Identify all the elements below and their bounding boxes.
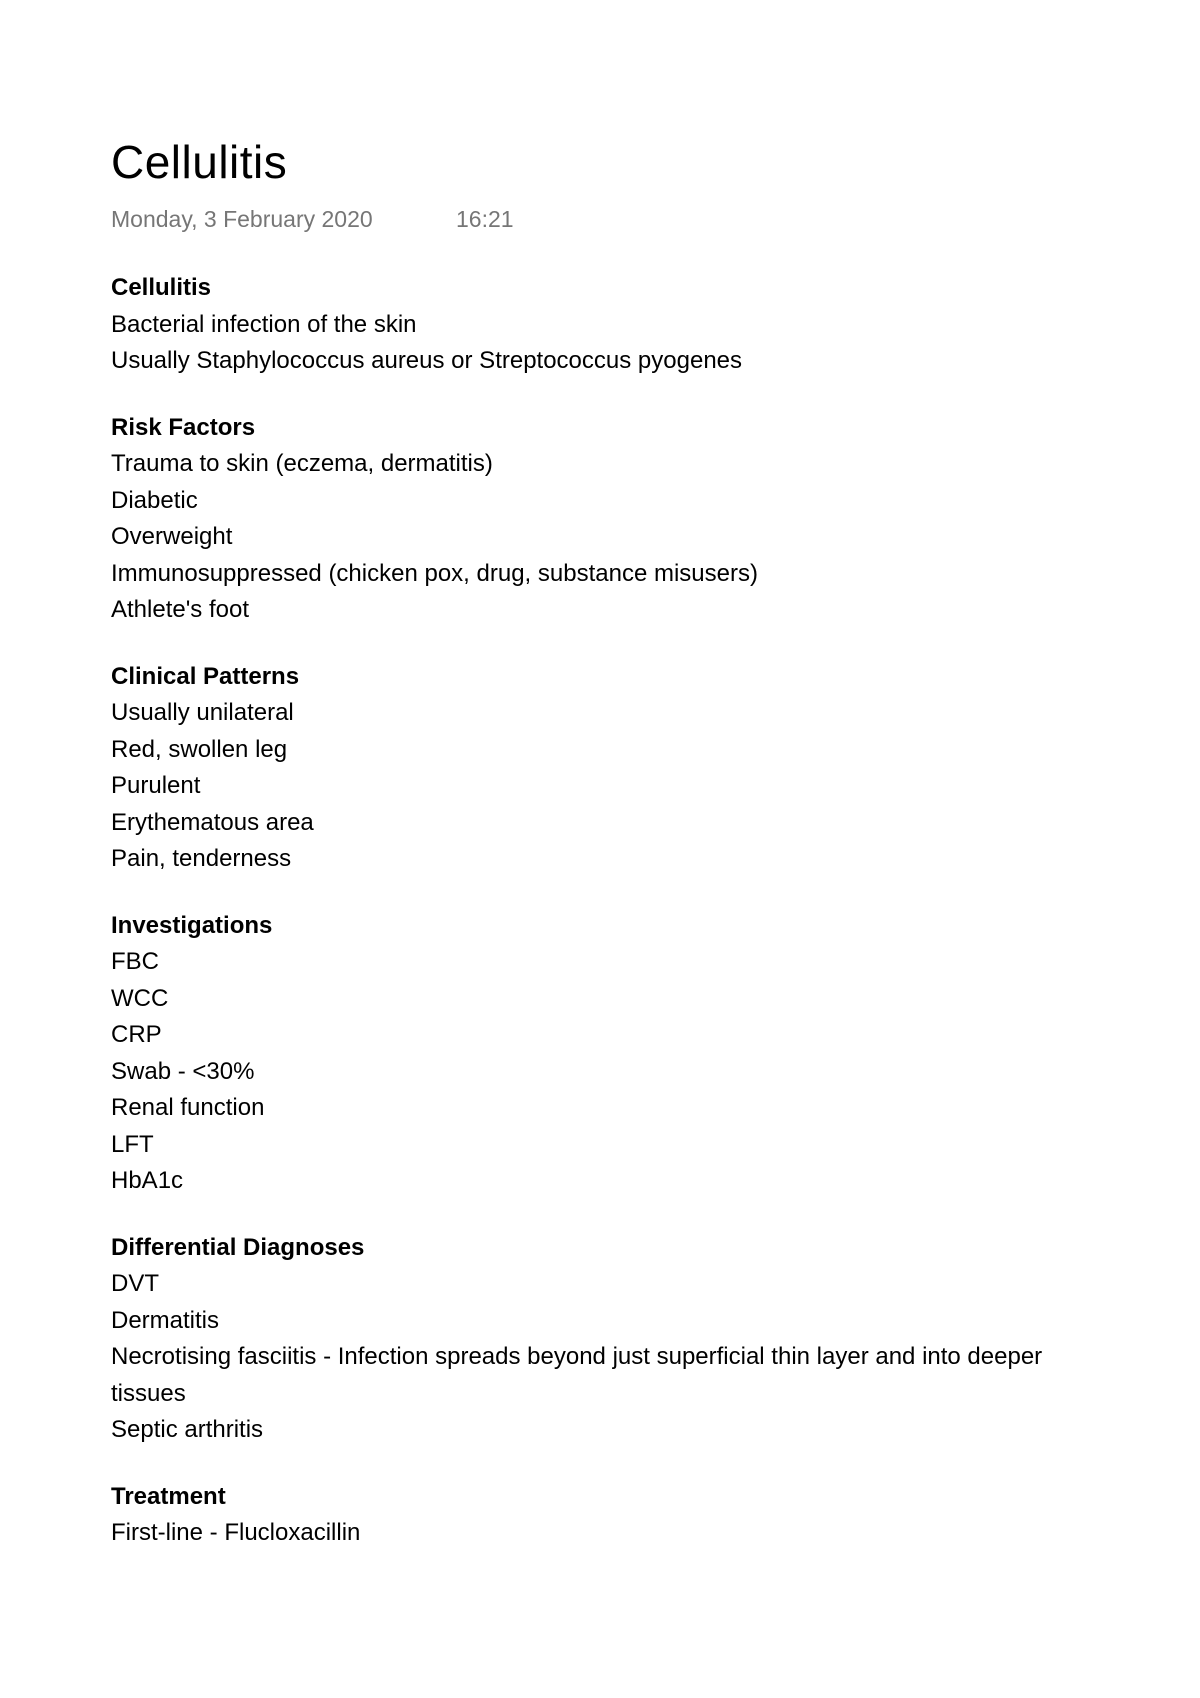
section-line: Trauma to skin (eczema, dermatitis) bbox=[111, 450, 493, 477]
note-section bbox=[111, 908, 1111, 1200]
section-heading: Differential Diagnoses bbox=[111, 1233, 365, 1261]
section-line: Immunosuppressed (chicken pox, drug, substance misusers) bbox=[111, 559, 758, 587]
note-date: Monday, 3 February 2020 bbox=[111, 206, 373, 232]
section-line: Usually Staphylococcus aureus or Streptococcus pyogenes bbox=[111, 347, 743, 374]
section-heading: Treatment bbox=[111, 1482, 226, 1510]
section-heading: Investigations bbox=[111, 911, 273, 939]
section-line: Purulent bbox=[111, 772, 201, 799]
section-heading: Risk Factors bbox=[111, 413, 256, 441]
section-line: Erythematous area bbox=[111, 808, 314, 836]
section-line: Overweight bbox=[111, 523, 233, 550]
section-line: DVT bbox=[111, 1270, 159, 1297]
section-line: Red, swollen leg bbox=[111, 735, 288, 763]
section-line: HbA1c bbox=[111, 1167, 184, 1194]
section-line: Bacterial infection of the skin bbox=[111, 310, 417, 338]
section-line: Dermatitis bbox=[111, 1306, 220, 1334]
section-heading: Clinical Patterns bbox=[111, 662, 300, 690]
note-section bbox=[111, 1479, 1111, 1552]
note-page bbox=[111, 132, 1111, 1552]
note-section bbox=[111, 270, 1111, 380]
note-time: 16:21 bbox=[456, 206, 514, 232]
note-body bbox=[111, 270, 1111, 1552]
note-section bbox=[111, 659, 1111, 878]
section-line: LFT bbox=[111, 1130, 154, 1158]
page-title: Cellulitis bbox=[111, 136, 288, 188]
note-section bbox=[111, 1230, 1111, 1449]
section-line: FBC bbox=[111, 948, 159, 975]
section-line: First-line - Flucloxacillin bbox=[111, 1519, 361, 1546]
section-line: Pain, tenderness bbox=[111, 845, 292, 872]
section-line: Athlete's foot bbox=[111, 596, 249, 623]
section-line: Necrotising fasciitis - Infection spreads beyond just superficial thin layer and into deeper tissues bbox=[111, 1343, 1043, 1407]
section-line: WCC bbox=[111, 984, 169, 1012]
section-line: Swab - <30% bbox=[111, 1057, 255, 1085]
section-line: Septic arthritis bbox=[111, 1416, 264, 1443]
note-section bbox=[111, 410, 1111, 629]
section-line: Renal function bbox=[111, 1094, 265, 1121]
section-heading: Cellulitis bbox=[111, 274, 212, 301]
section-line: Diabetic bbox=[111, 486, 198, 514]
section-line: CRP bbox=[111, 1021, 162, 1048]
section-line: Usually unilateral bbox=[111, 699, 294, 726]
note-timestamp bbox=[111, 204, 1111, 234]
